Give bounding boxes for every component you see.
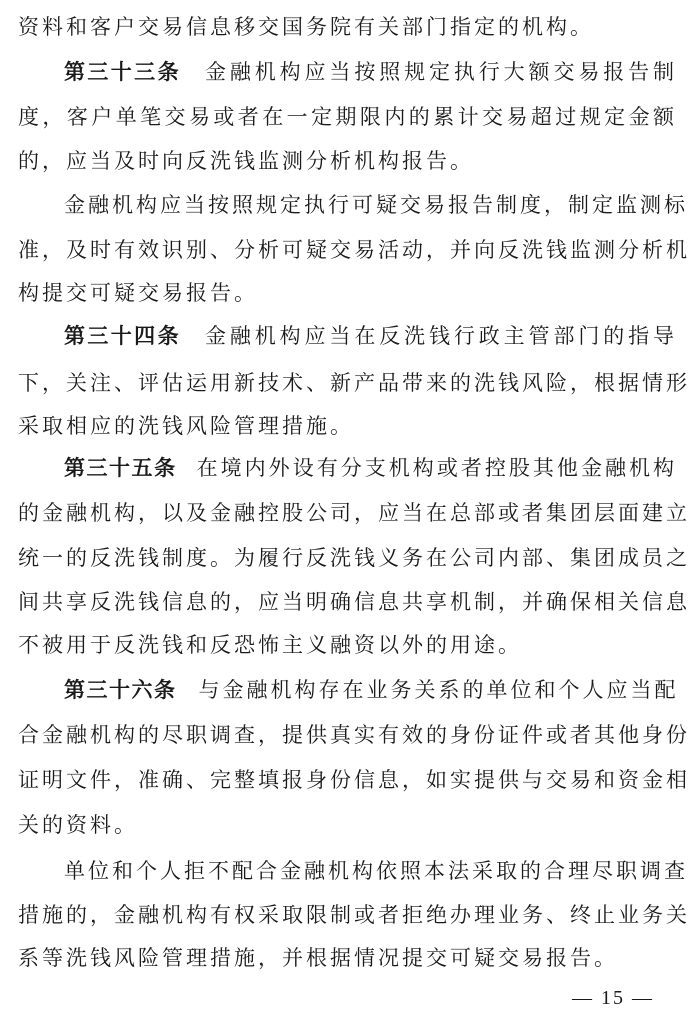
text-line: 在境内外设有分支机构或者控股其他金融机构 [196, 456, 678, 480]
text-line: 金融机构应当按照规定执行可疑交易报告制度，制定监测标 [64, 193, 688, 217]
text-line: 资料和客户交易信息移交国务院有关部门指定的机构。 [18, 15, 594, 39]
text-line: 统一的反洗钱制度。为履行反洗钱义务在公司内部、集团成员之 [18, 546, 690, 570]
text-line: 与金融机构存在业务关系的单位和个人应当配 [198, 678, 679, 702]
article-33-line [64, 57, 677, 87]
text-line: 的，应当及时向反洗钱监测分析机构报告。 [18, 149, 474, 173]
text-line: 合金融机构的尽职调查，提供真实有效的身份证件或者其他身份 [18, 723, 690, 747]
article-34-line [64, 321, 677, 351]
article-heading: 第三十四条 [64, 324, 181, 348]
text-line: 单位和个人拒不配合金融机构依照本法采取的合理尽职调查 [64, 859, 688, 883]
article-heading: 第三十五条 [64, 456, 177, 480]
text-line: 证明文件，准确、完整填报身份信息，如实提供与交易和资金相 [18, 768, 690, 792]
page-number: — 15 — [572, 987, 654, 1009]
text-line: 的金融机构，以及金融控股公司，应当在总部或者集团层面建立 [18, 501, 690, 525]
article-35-line [64, 453, 677, 483]
text-line: 构提交可疑交易报告。 [18, 281, 258, 305]
text-line: 间共享反洗钱信息的，应当明确信息共享机制，并确保相关信息 [18, 590, 690, 614]
article-heading: 第三十三条 [64, 60, 181, 84]
text-line: 措施的，金融机构有权采取限制或者拒绝办理业务、终止业务关 [18, 903, 690, 927]
text-line: 度，客户单笔交易或者在一定期限内的累计交易超过规定金额 [18, 105, 677, 129]
article-36-line [64, 675, 677, 705]
text-line: 金融机构应当按照规定执行大额交易报告制 [204, 60, 678, 84]
text-line: 系等洗钱风险管理措施，并根据情况提交可疑交易报告。 [18, 946, 618, 970]
text-line: 下，关注、评估运用新技术、新产品带来的洗钱风险，根据情形 [18, 371, 690, 395]
text-line: 准，及时有效识别、分析可疑交易活动，并向反洗钱监测分析机 [18, 238, 690, 262]
text-line: 不被用于反洗钱和反恐怖主义融资以外的用途。 [18, 633, 522, 657]
text-line: 关的资料。 [18, 813, 138, 837]
text-line: 采取相应的洗钱风险管理措施。 [18, 414, 354, 438]
article-heading: 第三十六条 [64, 678, 177, 702]
text-line: 金融机构应当在反洗钱行政主管部门的指导 [204, 324, 678, 348]
